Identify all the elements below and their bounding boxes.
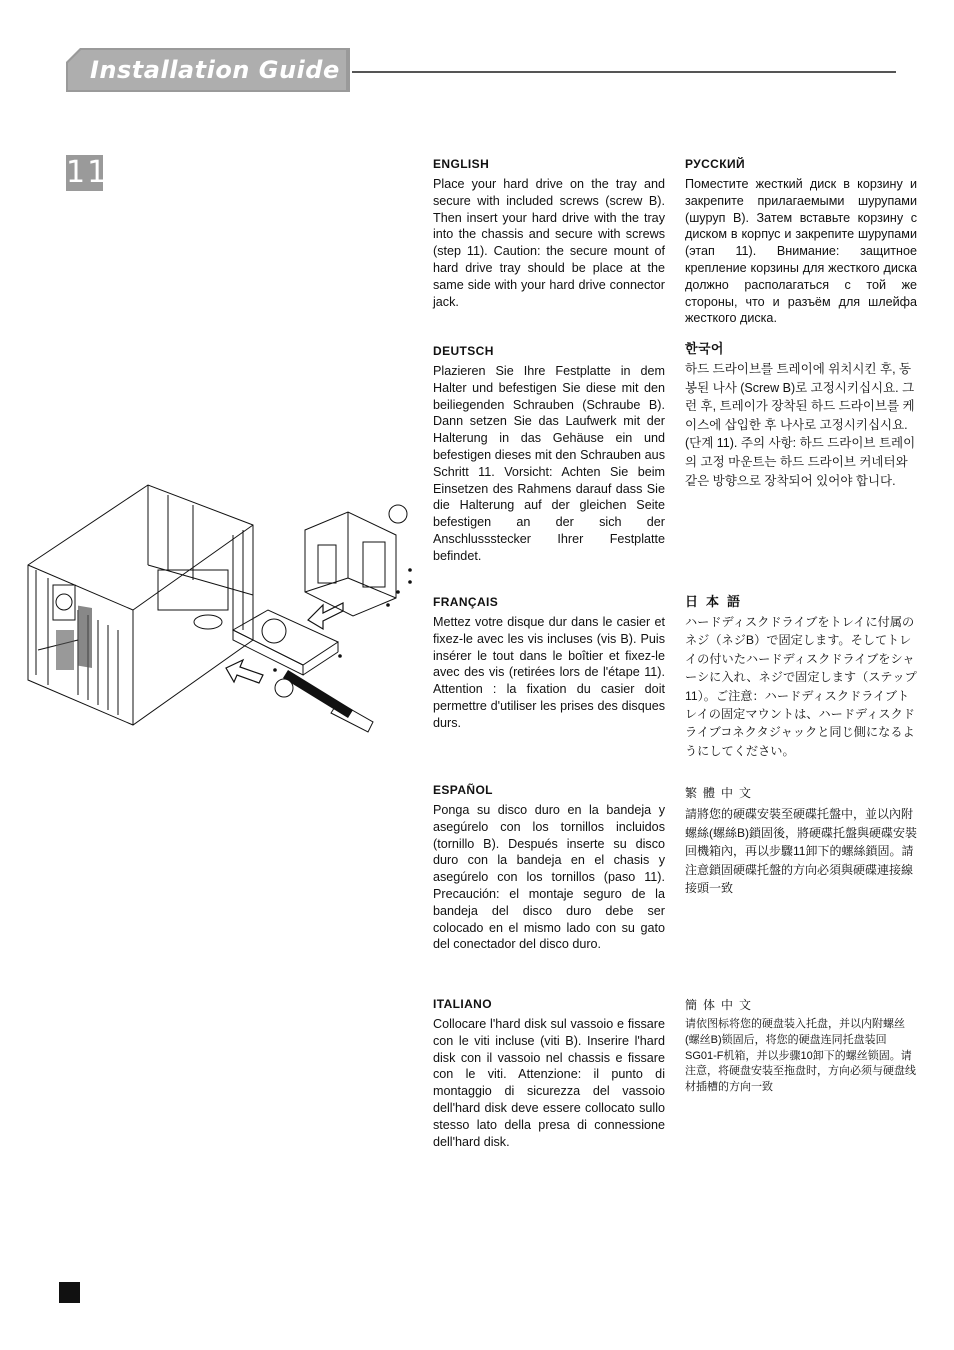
section-korean	[685, 341, 917, 490]
callout-circle-a	[389, 505, 407, 523]
header-rule	[352, 71, 896, 73]
section-body: Mettez votre disque dur dans le casier et fixez-le avec les vis incluses (vis B). Puis insérer le tout dans le boîtier et fixez-le avec des vis (retirées lors de l'étape 11). Attention : la fixation du casier doit permettre d'utiliser les prises des disques durs.	[433, 615, 665, 730]
arrows	[226, 603, 343, 683]
section-japanese	[685, 594, 917, 760]
section-espanol	[433, 783, 665, 953]
section-body: ハードディスクドライブをトレイに付属のネジ（ネジB）で固定します。そしてトレイの付いたハードディスクドライブをシャーシに入れ、ネジで固定します（ステップ11）。ご注意：ハードディスクドライブトレイの固定マウントは、ハードディスクドライブコネクタジャックと同じ側になるようにしてください。	[685, 615, 917, 758]
section-body: Place your hard drive on the tray and secure with included screws (screw B). Then insert your hard drive with the tray into the chassis and secure with screws (step 11). Caution: the secure mount of hard drive tray should be place at the same side with your hard drive connector jack.	[433, 177, 665, 309]
section-body: Collocare l'hard disk sul vassoio e fissare con le viti incluse (viti B). Inserire l'hard disk con il vassoio nel chassis e fissare con le viti. Attenzione: il punto di montaggio di sicurezza del vassoio dell'hard disk deve essere collocato sullo stesso lato della presa di connessione dell'hard disk.	[433, 1017, 665, 1149]
section-title: 日本語	[685, 594, 749, 609]
page-title: Installation Guide	[90, 56, 340, 84]
section-italiano	[433, 997, 665, 1150]
section-title: FRANÇAIS	[433, 595, 499, 609]
section-body: 請將您的硬碟安裝至硬碟托盤中，並以內附螺絲(螺絲B)鎖固後，將硬碟托盤與硬碟安裝回機箱內，再以步驟11卸下的螺絲鎖固。請注意鎖固硬碟托盤的方向必須與硬碟連接線接頭一致	[685, 807, 917, 896]
section-title: 繁體中文	[685, 786, 758, 800]
section-russian	[685, 157, 917, 327]
section-body: 하드 드라이브를 트레이에 위치시킨 후, 동봉된 나사 (Screw B)로 고정시키십시요. 그런 후, 트레이가 장착된 하드 드라이브를 케이스에 삽입한 후 나사로 고정시키십시요. (단계 11). 주의 사항: 하드 드라이브 트레이의 고정 마운트는 하드 드라이브 커네터와 같은 방향으로 장착되어 있어야 합니다.	[685, 362, 916, 488]
drive-tray	[305, 512, 396, 616]
section-title: DEUTSCH	[433, 344, 494, 358]
screwdriver-icon	[283, 670, 373, 732]
chassis-hdd-illustration	[18, 470, 418, 740]
section-body: 请依图标将您的硬盘装入托盘，并以内附螺丝(螺丝B)锁固后，将您的硬盘连同托盘装回SG01-F机箱，并以步骤10卸下的螺丝锁固。请注意，将硬盘安装至拖盘时，方向必须与硬盘线材插槽的方向一致	[685, 1018, 916, 1094]
section-title: 한국어	[685, 341, 724, 356]
section-title: ESPAÑOL	[433, 783, 493, 797]
section-body: Поместите жесткий диск в корзину и закрепите прилагаемыми шурупами (шуруп B). Затем вставьте корзину с диском в корпус и закрепите шурупами (этап 11). Внимание: защитное крепление корзины для жесткого диска должно располагаться с той же стороны, что и разъём для шлейфа жесткого диска.	[685, 177, 917, 326]
section-traditional-chinese	[685, 786, 917, 898]
section-english	[433, 157, 665, 310]
section-body: Ponga su disco duro en la bandeja y asegúrelo con los tornillos incluidos (tornillo B). Después inserte su disco duro con la bandeja en el chasis y asegúrelo con los tornillos (paso 11). Precaución: el montaje seguro de la bandeja del disco duro debe ser colocado en el mismo lado con su gato del conectador del disco duro.	[433, 803, 665, 952]
section-title: ITALIANO	[433, 997, 492, 1011]
section-title: РУССКИЙ	[685, 157, 746, 171]
callout-circle-b	[275, 679, 293, 697]
section-title: 簡体中文	[685, 998, 758, 1012]
section-body: Plazieren Sie Ihre Festplatte in dem Halter und befestigen Sie diese mit den beiliegenden Schrauben (Schraube B). Dann setzen Sie das Laufwerk mit der Halterung in das Gehäuse ein und befestigen dieses mit den Schrauben aus Schritt 11. Vorsicht: Achten Sie beim Einsetzen des Rahmens darauf dass Sie die Halterung auf der gleichen Seite befestigen an der sich der Anschlussstecker Ihrer Festplatte befindet.	[433, 364, 665, 563]
page-marker	[59, 1282, 80, 1303]
section-deutsch	[433, 344, 665, 565]
section-francais	[433, 595, 665, 732]
section-simplified-chinese	[685, 998, 917, 1096]
screws	[273, 568, 412, 672]
section-title: ENGLISH	[433, 157, 490, 171]
step-number-badge: 11	[66, 155, 109, 190]
